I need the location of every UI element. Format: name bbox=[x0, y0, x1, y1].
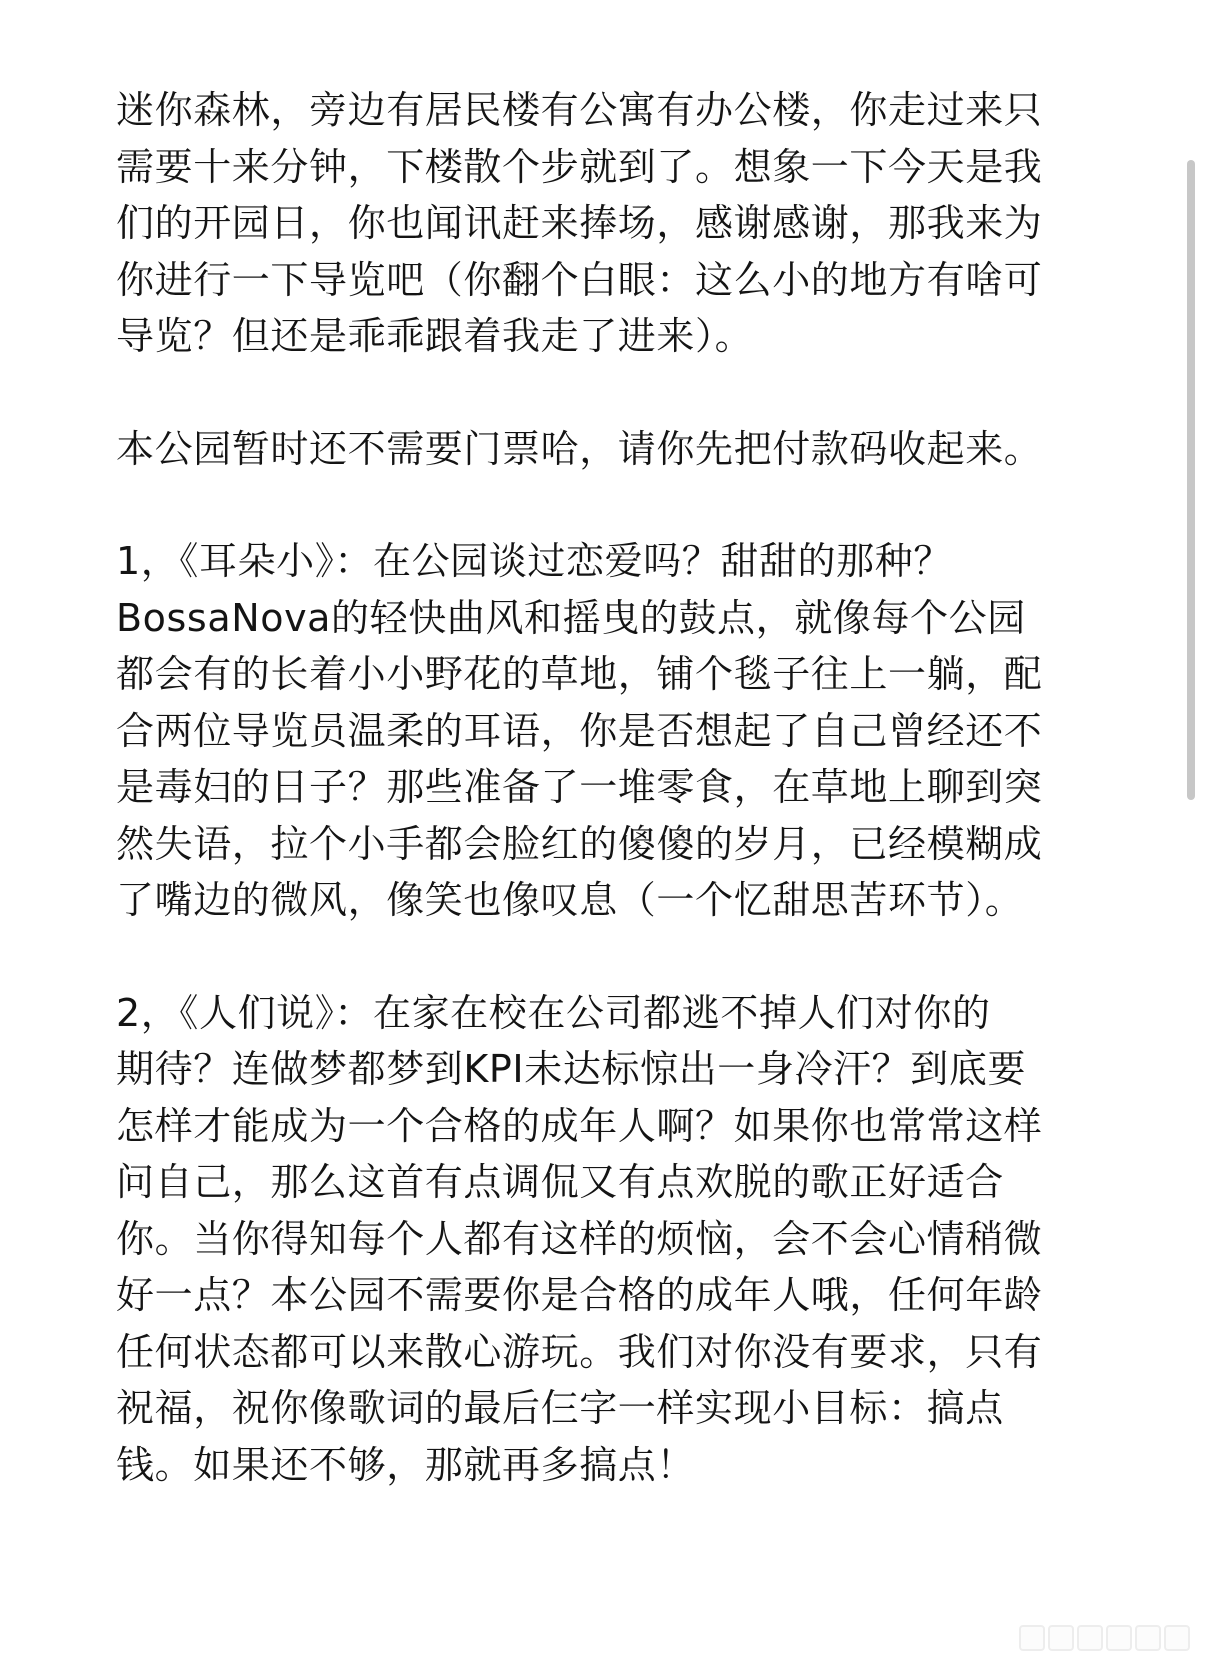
watermark-mark-5 bbox=[1135, 1625, 1161, 1651]
text-line: 期待？连做梦都梦到KPI未达标惊出一身冷汗？到底要 bbox=[116, 1047, 1027, 1091]
text-line: 都会有的长着小小野花的草地，铺个毯子往上一躺，配 bbox=[116, 652, 1043, 696]
text-line: 们的开园日，你也闻讯赶来捧场，感谢感谢，那我来为 bbox=[116, 201, 1043, 245]
watermark-mark-1 bbox=[1019, 1625, 1045, 1651]
text-line: 怎样才能成为一个合格的成年人啊？如果你也常常这样 bbox=[116, 1103, 1043, 1148]
text-line: 导览？但还是乖乖跟着我走了进来）。 bbox=[116, 314, 754, 358]
article-body bbox=[116, 82, 1092, 1549]
text-line: 本公园暂时还不需要门票哈，请你先把付款码收起来。 bbox=[116, 426, 1043, 471]
watermark-mark-3 bbox=[1077, 1625, 1103, 1651]
text-line: 合两位导览员温柔的耳语，你是否想起了自己曾经还不 bbox=[116, 708, 1043, 753]
scrollbar[interactable] bbox=[1187, 160, 1195, 800]
watermark-mark-4 bbox=[1106, 1625, 1132, 1651]
text-line: BossaNova的轻快曲风和摇曳的鼓点，就像每个公园 bbox=[116, 595, 1026, 640]
watermark-mark-6 bbox=[1164, 1625, 1190, 1651]
text-line: 祝福，祝你像歌词的最后仨字一样实现小目标：搞点 bbox=[116, 1386, 1004, 1430]
text-line: 任何状态都可以来散心游玩。我们对你没有要求，只有 bbox=[116, 1329, 1043, 1374]
paragraph bbox=[116, 533, 1092, 929]
text-line: 需要十来分钟，下楼散个步就到了。想象一下今天是我 bbox=[116, 144, 1043, 189]
text-line: 是毒妇的日子？那些准备了一堆零食，在草地上聊到突 bbox=[116, 765, 1043, 809]
watermark-mark-2 bbox=[1048, 1625, 1074, 1651]
paragraph bbox=[116, 82, 1092, 365]
text-line: 然失语，拉个小手都会脸红的傻傻的岁月，已经模糊成 bbox=[116, 821, 1043, 866]
text-line: 你。当你得知每个人都有这样的烦恼，会不会心情稍微 bbox=[116, 1216, 1043, 1261]
watermark-logo bbox=[1019, 1625, 1190, 1651]
text-line: 迷你森林，旁边有居民楼有公寓有办公楼，你走过来只 bbox=[116, 88, 1043, 132]
paragraph bbox=[116, 985, 1092, 1494]
text-line: 你进行一下导览吧（你翻个白眼：这么小的地方有啥可 bbox=[116, 257, 1043, 302]
text-line: 问自己，那么这首有点调侃又有点欢脱的歌正好适合 bbox=[116, 1160, 1004, 1204]
text-line: 了嘴边的微风，像笑也像叹息（一个忆甜思苦环节）。 bbox=[116, 878, 1024, 922]
text-line: 钱。如果还不够，那就再多搞点！ bbox=[116, 1442, 696, 1487]
paragraph bbox=[116, 421, 1092, 478]
text-line: 2，《人们说》：在家在校在公司都逃不掉人们对你的 bbox=[116, 990, 991, 1035]
text-line: 好一点？本公园不需要你是合格的成年人哦，任何年龄 bbox=[116, 1273, 1043, 1317]
text-line: 1，《耳朵小》：在公园谈过恋爱吗？甜甜的那种？ bbox=[116, 539, 952, 583]
